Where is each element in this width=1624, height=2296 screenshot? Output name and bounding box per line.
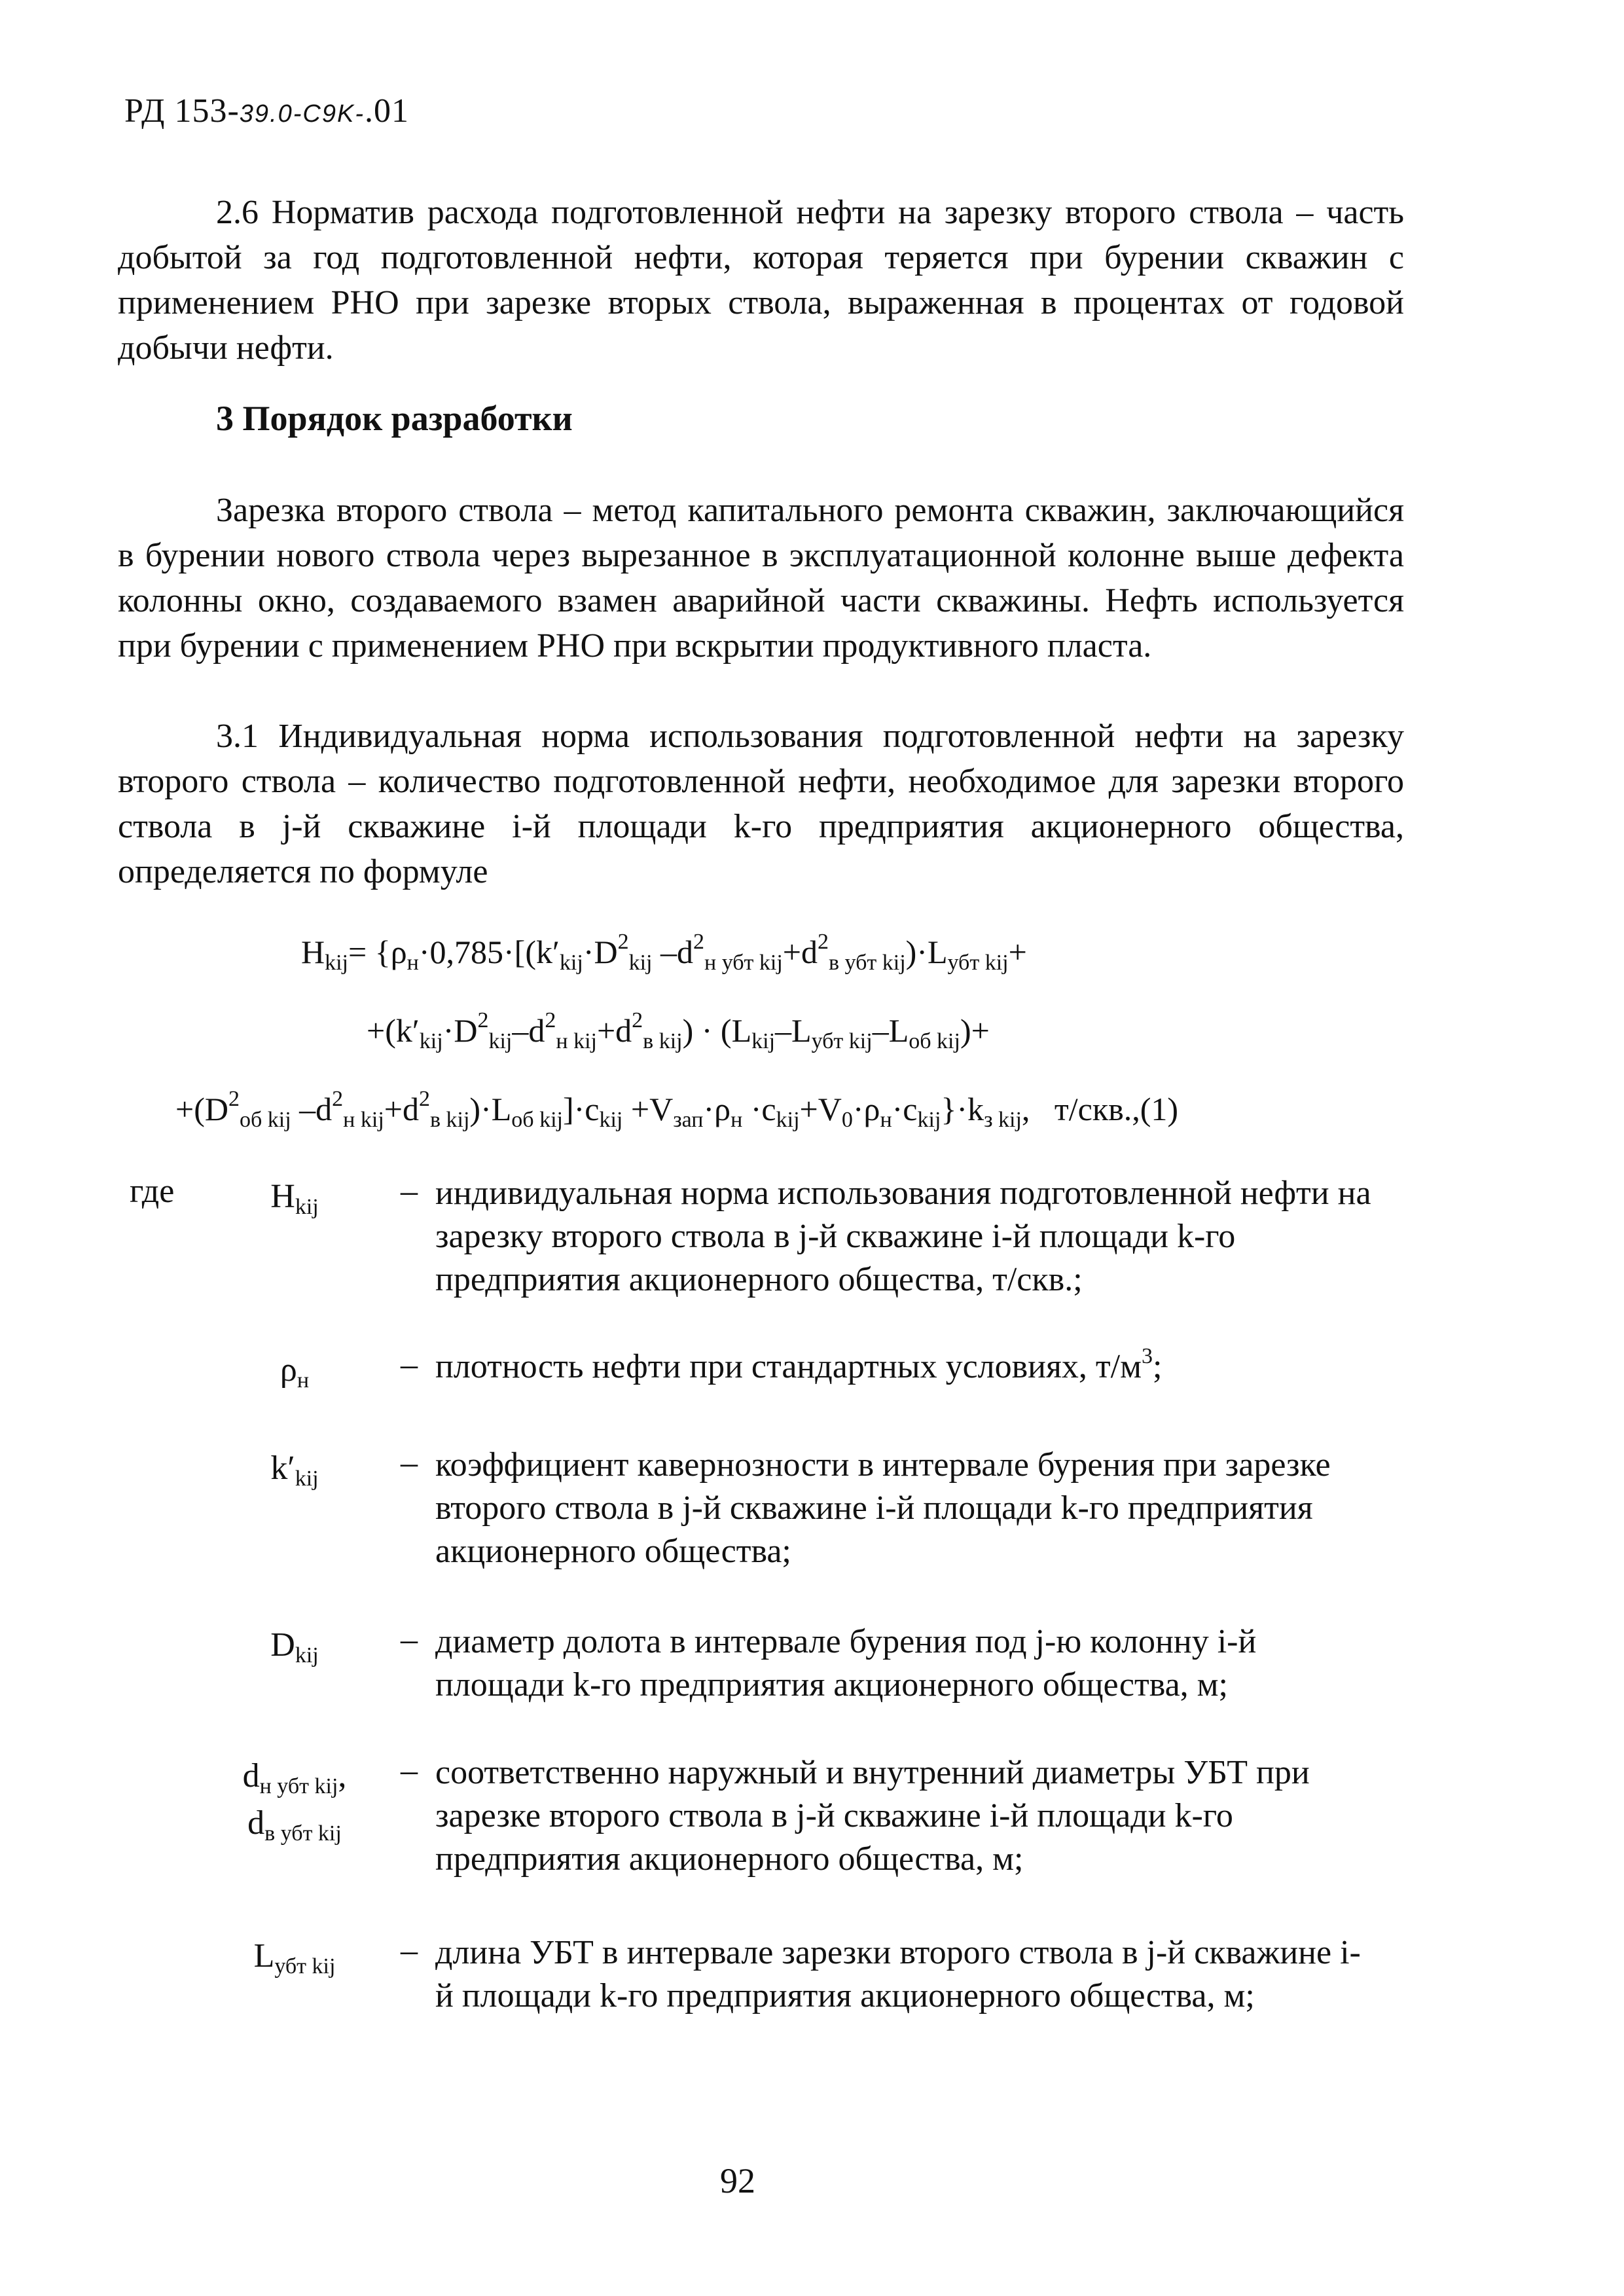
section-3-1-paragraph: 3.1 Индивидуальная норма использования подготовленной нефти на зарезку второго ствола – количество подготовленной нефти, необходимое для зарезки второго ствола в j-й скважине i-й площади k-го предприятия акционерного общества, определяется по формуле: [118, 718, 1404, 890]
where-label: где: [130, 1173, 175, 1210]
definition-l-ubt-kij: длина УБТ в интервале зарезки второго ствола в j-й скважине i-й площади k-го предприятия акционерного общества, м;: [435, 1934, 1361, 2014]
formula-unit: т/скв.,(1): [1054, 1091, 1179, 1127]
formula-line-1: $H_{kij}= \{\rho_н\cdot 0,785\cdot[(k'_{kij}\cdot D^2_{kij}$ $-d^2_{н убт kij}+d^2_{в убт kij})\cdot L_{убт kij}+$: [301, 930, 1027, 975]
header-handwritten-code-2: C9K-: [302, 100, 365, 128]
definition-rho-n: плотность нефти при стандартных условиях, $т/м^3$;: [435, 1344, 1163, 1385]
definition-dash: –: [401, 1621, 418, 1658]
header-suffix: .01: [365, 92, 409, 130]
section-3-heading: 3 Порядок разработки: [216, 399, 573, 438]
symbol-d-kij: $D_{kij}$: [270, 1626, 319, 1667]
document-header: [124, 92, 409, 130]
definition-dash: –: [401, 1444, 418, 1482]
definition-d-ubt-kij: соответственно наружный и внутренний диаметры УБТ при зарезке второго ствола в j-й скважине i-й площади k-го предприятия акционерного общества, м;: [435, 1754, 1310, 1878]
header-prefix: РД 153-: [124, 92, 240, 130]
symbol-k-prime-kij: $k'_{kij}$: [270, 1449, 319, 1491]
header-handwritten-code: 39.0-: [239, 100, 303, 128]
definition-dash: –: [401, 1932, 418, 1969]
symbol-d-v-ubt-kij: $d_{в убт kij}$: [247, 1804, 342, 1846]
definition-rho-n-text: плотность нефти при стандартных условиях, т/м: [435, 1348, 1142, 1385]
definition-h-kij: индивидуальная норма использования подготовленной нефти на зарезку второго ствола в j-й скважине i-й площади k-го предприятия акционерного общества, т/скв.;: [435, 1175, 1371, 1298]
definition-k-prime-kij: коэффициент кавернозности в интервале бурения при зарезке второго ствола в j-й скважине i-й площади k-го предприятия акционерного общества;: [435, 1446, 1331, 1570]
definition-d-kij: диаметр долота в интервале бурения под j-ю колонну i-й площади k-го предприятия акционерного общества, м;: [435, 1623, 1257, 1704]
formula-line-3: $+(D^2_{об kij}$ $-d^2_{н kij}+d^2_{в kij})\cdot L_{об kij}]\cdot c_{kij} +V_{зап}\cdot\rho_н \cdot c_{kij}+V_0\cdot\rho_н\cdot c_{kij}\}\cdot k_{з kij}$, т/скв.,(1): [175, 1087, 1179, 1132]
page-number: 92: [720, 2161, 755, 2200]
formula-line-2: $+(k'_{kij}\cdot D^2_{kij}-d^2_{н kij}+d^2_{в kij}) \cdot (L_{kij}-L_{убт kij}-L_{об kij})+$: [367, 1008, 990, 1053]
definition-dash: –: [401, 1346, 418, 1383]
symbol-rho-n: $\rho_н$: [280, 1351, 310, 1393]
definition-dash: –: [401, 1173, 418, 1210]
intro-paragraph: Зарезка второго ствола – метод капитального ремонта скважин, заключающийся в бурении нового ствола через вырезанное в эксплуатационной колонне выше дефекта колонны окно, создаваемого взамен аварийной части скважины. Нефть используется при бурении с применением РНО при вскрытии продуктивного пласта.: [118, 492, 1404, 665]
definition-dash: –: [401, 1752, 418, 1789]
section-2-6-paragraph: 2.6 Норматив расхода подготовленной нефти на зарезку второго ствола – часть добытой за год подготовленной нефти, которая теряется при бурении скважин с применением РНО при зарезке вторых ствола, выраженная в процентах от годовой добычи нефти.: [118, 194, 1404, 367]
symbol-d-n-ubt-kij: $d_{н убт kij}$,: [242, 1757, 347, 1798]
symbol-h-kij: $H_{kij}$: [270, 1178, 319, 1219]
symbol-l-ubt-kij: $L_{убт kij}$: [253, 1937, 336, 1978]
